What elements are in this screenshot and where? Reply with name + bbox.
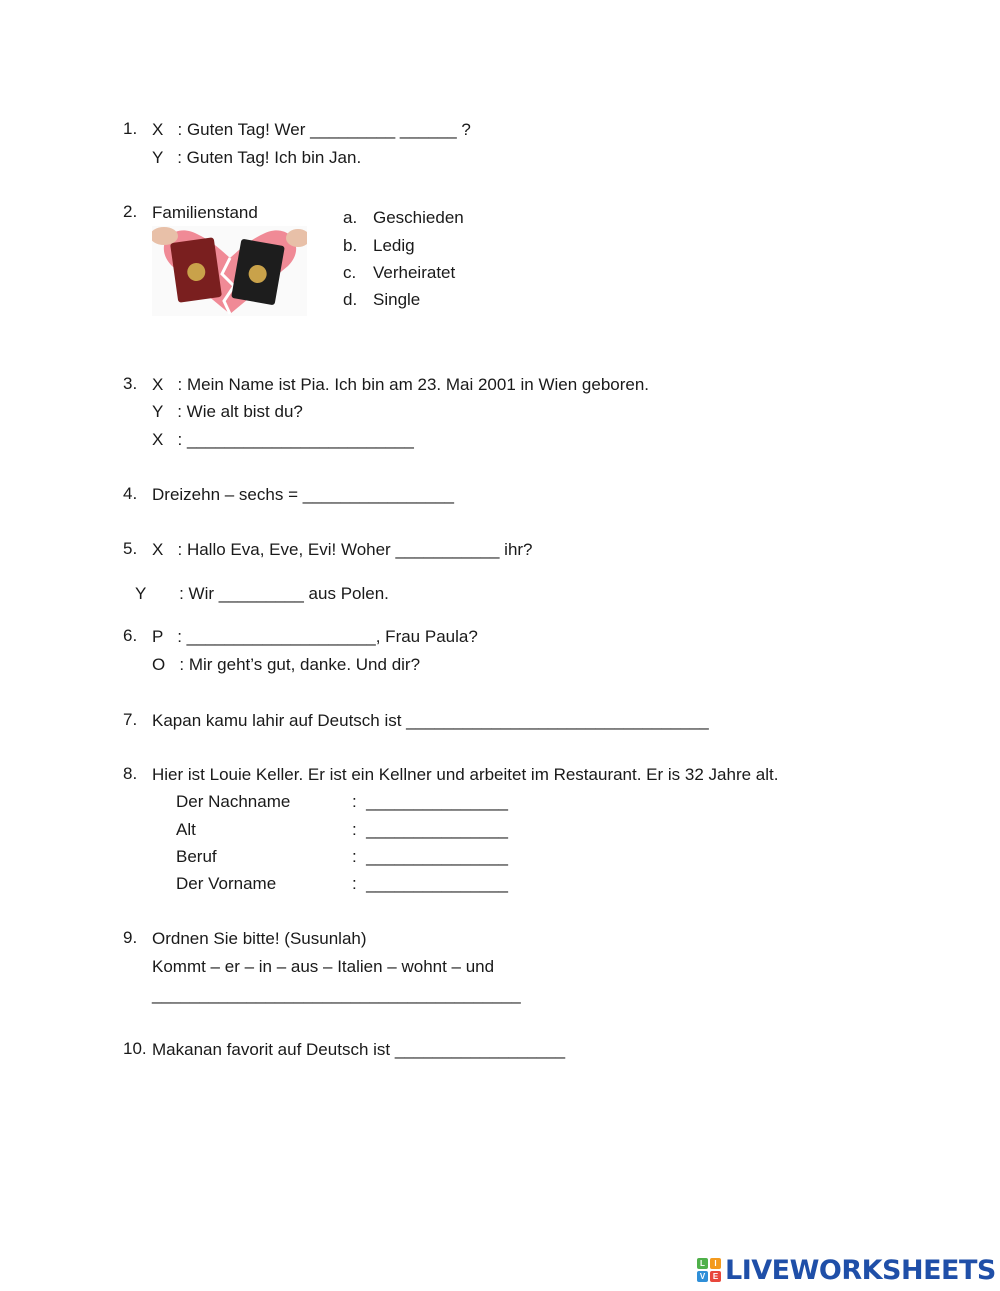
liveworksheets-wordmark: LIVEWORKSHEETS xyxy=(725,1254,996,1286)
q3-line-3: X : ________________________ xyxy=(152,430,414,449)
q8-number: 8. xyxy=(123,764,138,783)
q6-number: 6. xyxy=(123,626,138,645)
q2-number: 2. xyxy=(123,202,138,221)
q4-number: 4. xyxy=(123,484,138,503)
q1-line-x: X : Guten Tag! Wer _________ ______ ? xyxy=(152,120,471,139)
q1-line-y: Y : Guten Tag! Ich bin Jan. xyxy=(152,148,362,167)
q8-field-nachname-label: Der Nachname xyxy=(176,792,291,811)
broken-heart-icon xyxy=(152,226,307,316)
q10-number: 10. xyxy=(123,1039,147,1058)
q6-line-1: P : ____________________, Frau Paula? xyxy=(152,627,478,646)
q2-option-d: d. Single xyxy=(343,290,421,309)
q8-field-vorname-blank: : _______________ xyxy=(352,874,508,893)
q8-field-vorname-label: Der Vorname xyxy=(176,874,277,893)
q9-line-2: Kommt – er – in – aus – Italien – wohnt – und xyxy=(152,957,495,976)
q2-option-b: b. Ledig xyxy=(343,236,415,255)
q3-line-2: Y : Wie alt bist du? xyxy=(152,402,303,421)
q5-number: 5. xyxy=(123,539,138,558)
q4-line: Dreizehn – sechs = ________________ xyxy=(152,485,454,504)
q10-line: Makanan favorit auf Deutsch ist __________________ xyxy=(152,1040,566,1059)
q9-line-3: _______________________________________ xyxy=(152,985,521,1004)
q7-number: 7. xyxy=(123,710,138,729)
q9-line-1: Ordnen Sie bitte! (Susunlah) xyxy=(152,929,367,948)
q2-label: Familienstand xyxy=(152,203,258,222)
q8-field-alt-label: Alt xyxy=(176,820,196,839)
q3-line-1: X : Mein Name ist Pia. Ich bin am 23. Mai 2001 in Wien geboren. xyxy=(152,375,650,394)
q8-line: Hier ist Louie Keller. Er ist ein Kellner und arbeitet im Restaurant. Er is 32 Jahre alt. xyxy=(152,765,779,784)
q2-option-a: a. Geschieden xyxy=(343,208,464,227)
liveworksheets-logo xyxy=(697,1252,996,1288)
q8-field-beruf-label: Beruf xyxy=(176,847,217,866)
q3-number: 3. xyxy=(123,374,138,393)
q5-line-2: Y : Wir _________ aus Polen. xyxy=(135,584,389,603)
q2-option-c: c. Verheiratet xyxy=(343,263,456,282)
q1-number: 1. xyxy=(123,119,138,138)
q8-field-alt-blank: : _______________ xyxy=(352,820,508,839)
q8-field-beruf-blank: : _______________ xyxy=(352,847,508,866)
q6-line-2: O : Mir geht’s gut, danke. Und dir? xyxy=(152,655,421,674)
q8-field-nachname-blank: : _______________ xyxy=(352,792,508,811)
broken-heart-passport-image xyxy=(152,226,307,316)
q9-number: 9. xyxy=(123,928,138,947)
q7-line: Kapan kamu lahir auf Deutsch ist ________________________________ xyxy=(152,711,709,730)
liveworksheets-mark-icon: L I V E xyxy=(697,1258,721,1282)
q5-line-1: X : Hallo Eva, Eve, Evi! Woher ___________ ihr? xyxy=(152,540,533,559)
